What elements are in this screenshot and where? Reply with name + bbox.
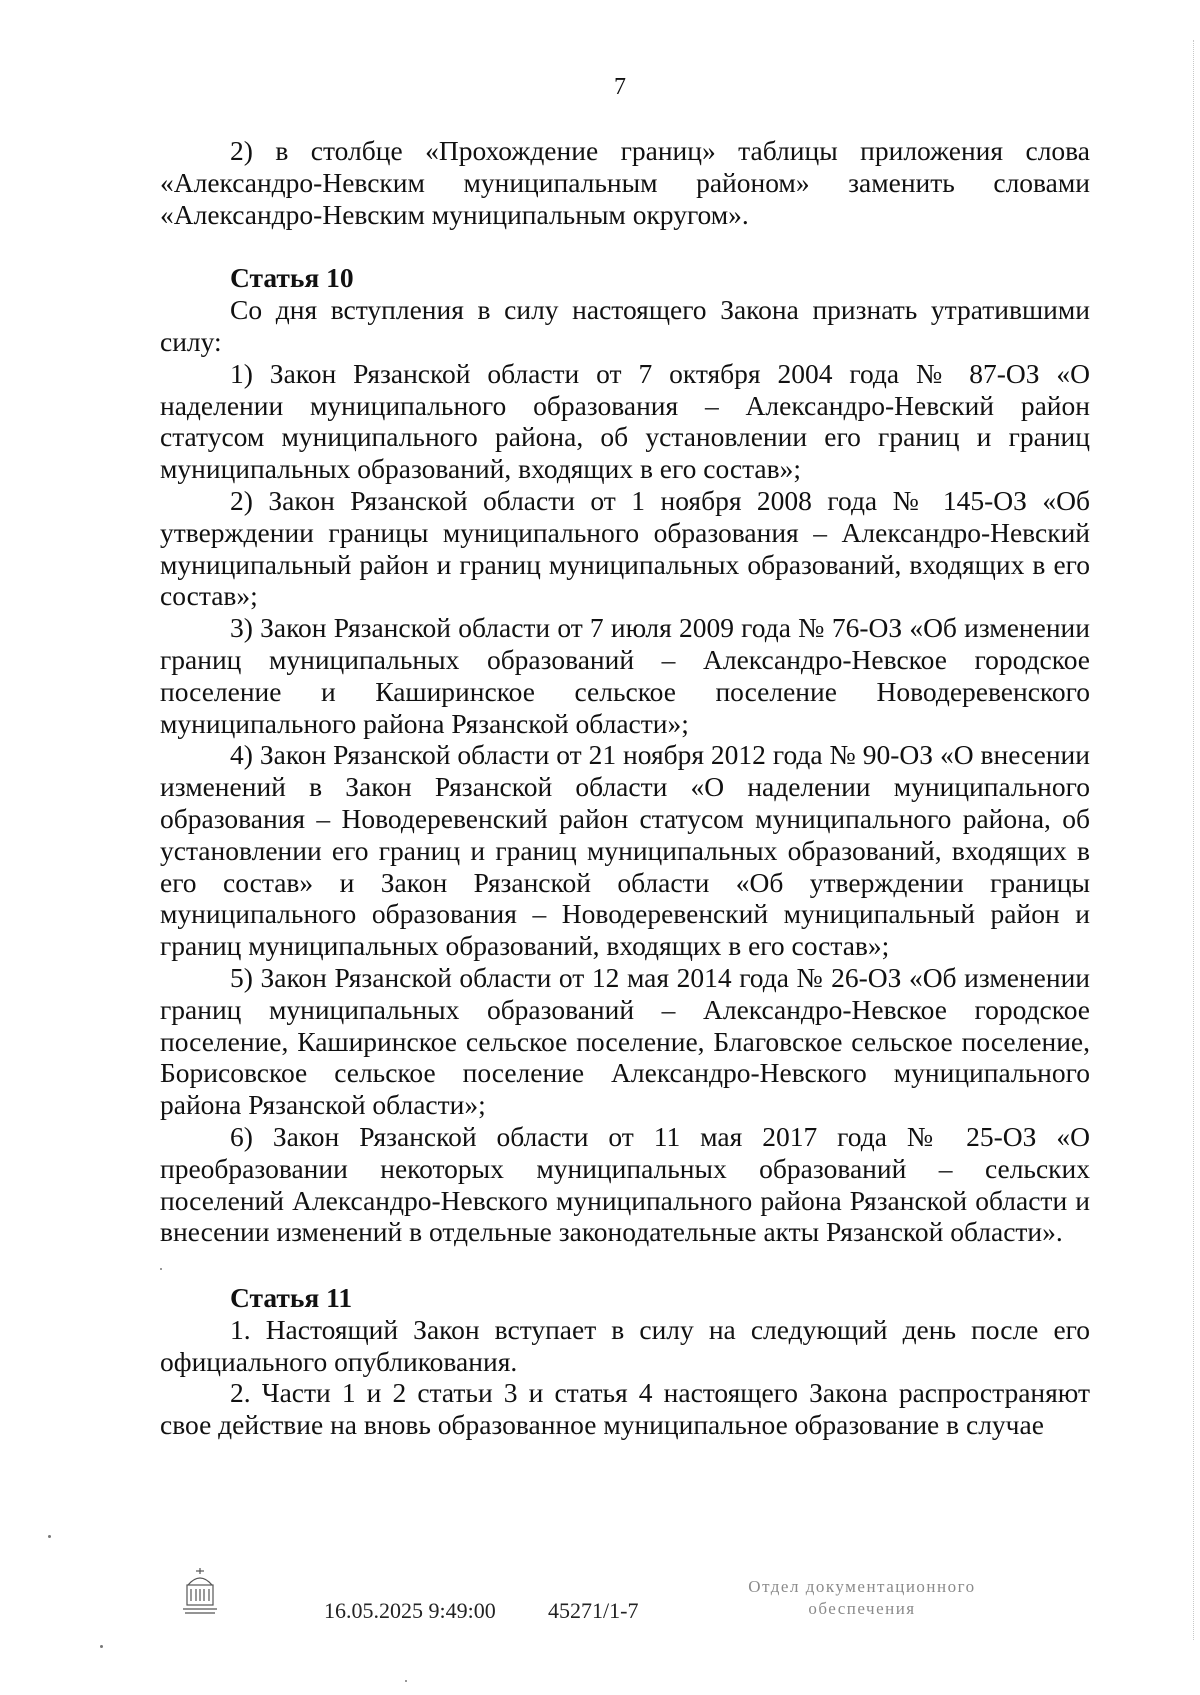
- article-10-item-5: 5) Закон Рязанской области от 12 мая 2014 года № 26-ОЗ «Об изменении границ муниципальных образований – Александро-Невское городское поселение, Каширинское сельское поселение, Благовское сельское поселение, Борисовское сельское поселение Александро-Невского муниципального района Рязанской области»;: [160, 961, 1090, 1121]
- scan-speck: [160, 1268, 162, 1270]
- footer-document-code: 45271/1-7: [548, 1598, 639, 1623]
- article-10-item-4: 4) Закон Рязанской области от 21 ноября 2012 года № 90-ОЗ «О внесении изменений в Закон Рязанской области «О наделении муниципального образования – Новодеревенский район статусом муниципального района, об установлении его границ и границ муниципальных образований, входящих в его состав» и Закон Рязанской области «Об утверждении границы муниципального образования – Новодеревенский муниципальный район и границ муниципальных образований, входящих в его состав»;: [160, 739, 1090, 962]
- article-10-item-3: 3) Закон Рязанской области от 7 июля 2009 года № 76-ОЗ «Об изменении границ муниципальных образований – Александро-Невское городское поселение и Каширинское сельское поселение Новодеревенского муниципального района Рязанской области»;: [160, 612, 1090, 739]
- article-10-intro: Со дня вступления в силу настоящего Закона признать утратившими силу:: [160, 294, 1090, 357]
- article-10-heading: Статья 10: [230, 262, 354, 294]
- article-11-heading: Статья 11: [230, 1282, 353, 1314]
- scan-edge-marks: [1189, 40, 1194, 1640]
- article-10-item-2: 2) Закон Рязанской области от 1 ноября 2008 года № 145-ОЗ «Об утверждении границы муниципального образования – Александро-Невский муниципальный район и границ муниципальных образований, входящих в его состав»;: [160, 484, 1090, 612]
- list-item: 2) в столбце «Прохождение границ» таблицы приложения слова «Александро-Невским муниципальным районом» заменить словами «Александро-Невским муниципальным округом».: [160, 135, 1090, 230]
- scan-speck: [405, 1680, 407, 1682]
- footer-timestamp: 16.05.2025 9:49:00: [324, 1598, 496, 1623]
- scan-speck: [48, 1535, 51, 1538]
- department-stamp: [722, 1576, 1002, 1620]
- coat-of-arms-icon: [178, 1565, 222, 1617]
- article-10-item-6: 6) Закон Рязанской области от 11 мая 2017 года № 25-ОЗ «О преобразовании некоторых муниципальных образований – сельских поселений Александро-Невского муниципального района Рязанской области и внесении изменений в отдельные законодательные акты Рязанской области».: [160, 1120, 1090, 1248]
- scan-speck: [100, 1645, 103, 1648]
- document-body: [160, 135, 1090, 1441]
- stamp-line-1: Отдел документационного: [748, 1577, 976, 1596]
- article-10-item-1: 1) Закон Рязанской области от 7 октября 2004 года № 87-ОЗ «О наделении муниципального образования – Александро-Невский район статусом муниципального района, об установлении его границ и границ муниципальных образований, входящих в его состав»;: [160, 357, 1090, 485]
- page-number: 7: [614, 74, 626, 100]
- article-11-item-2: 2. Части 1 и 2 статьи 3 и статья 4 настоящего Закона распространяют свое действие на вновь образованное муниципальное образование в случае: [160, 1377, 1090, 1441]
- stamp-line-2: обеспечения: [808, 1599, 916, 1618]
- article-11-item-1: 1. Настоящий Закон вступает в силу на следующий день после его официального опубликования.: [160, 1313, 1090, 1377]
